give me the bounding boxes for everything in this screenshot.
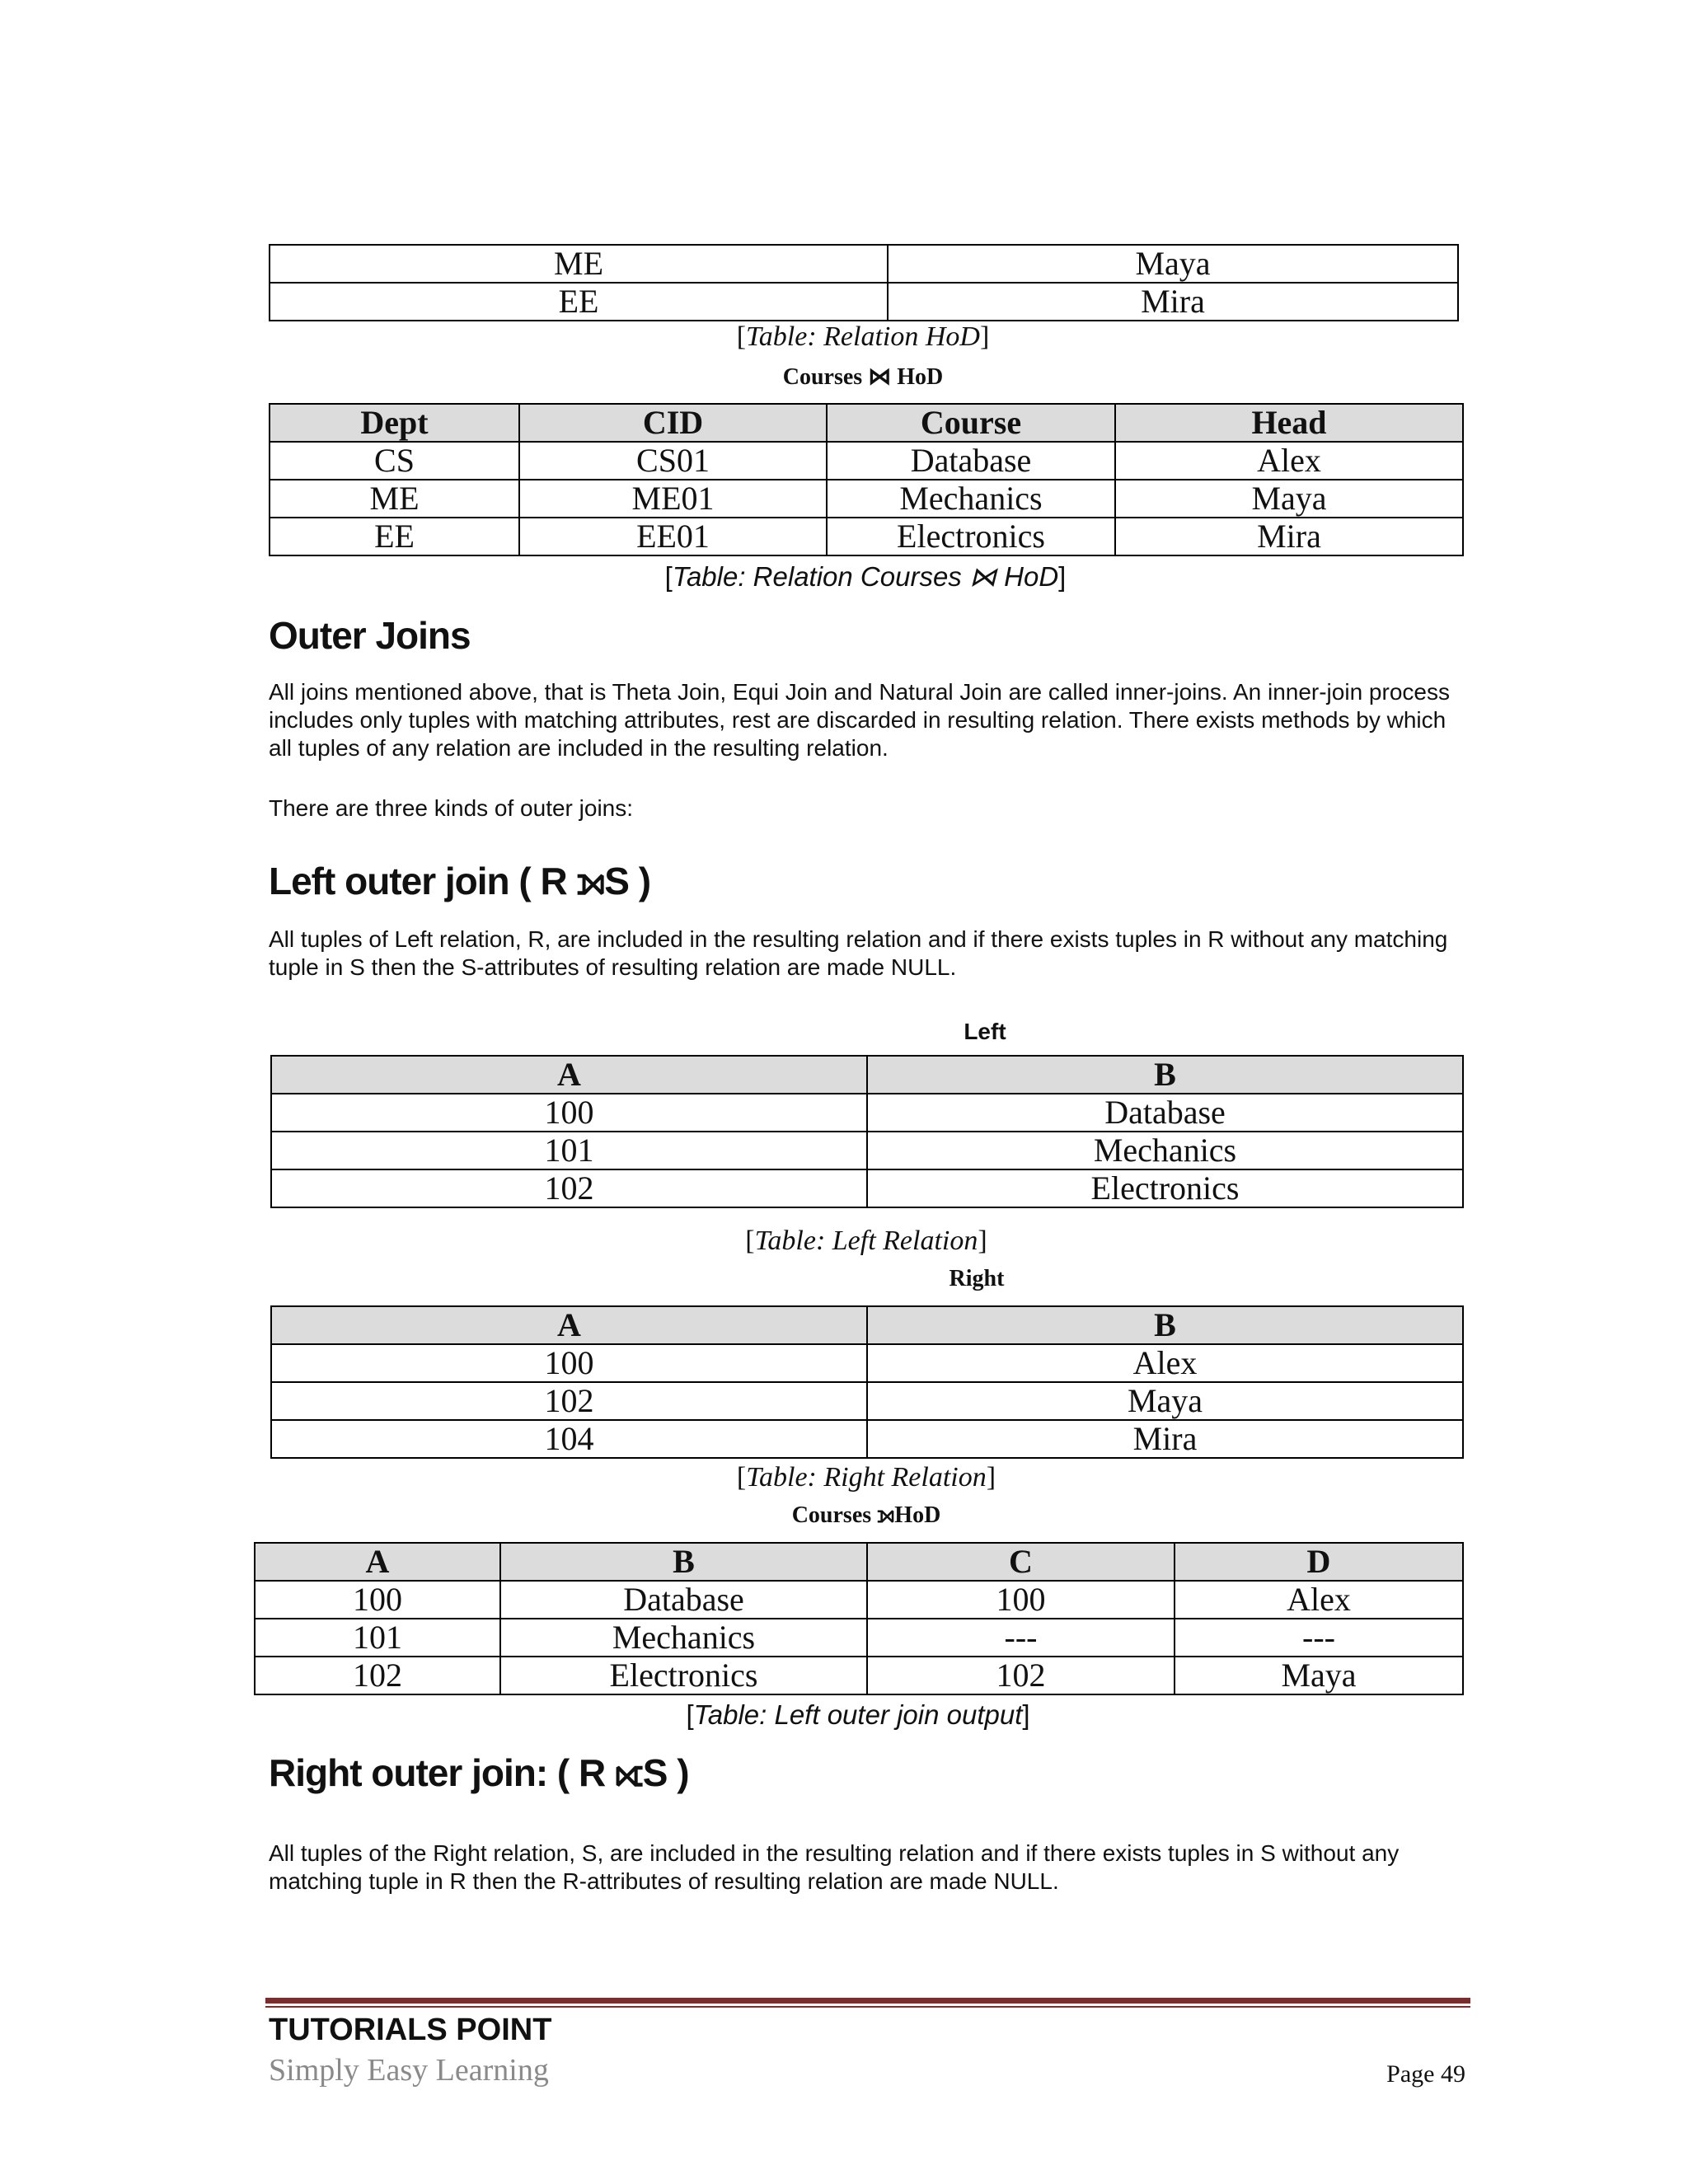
column-header: CID bbox=[519, 404, 827, 442]
table-cell: 101 bbox=[255, 1619, 500, 1657]
table-row bbox=[255, 1657, 1463, 1694]
column-header: B bbox=[500, 1543, 867, 1581]
caption-text: Table: Relation HoD bbox=[746, 321, 980, 352]
outer-joins-paragraph: All joins mentioned above, that is Theta Join, Equi Join and Natural Join are called inner-joins. An inner-join process includes only tuples with matching attributes, rest are discarded in resulting relation. There exists methods by which all tuples of any relation are included in the resulting relation. bbox=[269, 679, 1450, 761]
table-cell: --- bbox=[867, 1619, 1175, 1657]
column-header: D bbox=[1175, 1543, 1463, 1581]
right-table-block bbox=[270, 1305, 1464, 1459]
caption-bracket: [ bbox=[745, 1226, 755, 1256]
table-row bbox=[270, 283, 1458, 321]
table-cell: ME bbox=[270, 245, 888, 283]
outer-joins-kinds: There are three kinds of outer joins: bbox=[269, 795, 634, 821]
table-cell: Alex bbox=[1175, 1581, 1463, 1619]
table-cell: Mira bbox=[888, 283, 1458, 321]
table-cell: ME bbox=[270, 480, 519, 518]
caption-bracket: ] bbox=[1058, 561, 1067, 592]
table-cell: 102 bbox=[271, 1169, 867, 1207]
table-cell: Maya bbox=[888, 245, 1458, 283]
table-cell: Maya bbox=[867, 1382, 1463, 1420]
table-cell: Electronics bbox=[827, 518, 1115, 555]
table-cell: Database bbox=[867, 1094, 1463, 1132]
table-row bbox=[270, 518, 1463, 555]
left-table-block bbox=[270, 1055, 1464, 1208]
table-row bbox=[255, 1581, 1463, 1619]
table-cell: EE bbox=[270, 283, 888, 321]
hod-table-block bbox=[269, 244, 1459, 321]
column-header: B bbox=[867, 1056, 1463, 1094]
left-outer-join-heading: Left outer join ( R ⟕S ) bbox=[269, 860, 651, 902]
table-cell: 104 bbox=[271, 1420, 867, 1458]
table-cell: 102 bbox=[271, 1382, 867, 1420]
table-cell: 102 bbox=[255, 1657, 500, 1694]
table-row bbox=[270, 245, 1458, 283]
table-header-row bbox=[255, 1543, 1463, 1581]
table-cell: Database bbox=[827, 442, 1115, 480]
column-header: B bbox=[867, 1306, 1463, 1344]
table-cell: Maya bbox=[1115, 480, 1463, 518]
table-cell: Mechanics bbox=[867, 1132, 1463, 1169]
table-cell: Alex bbox=[867, 1344, 1463, 1382]
left-table-caption bbox=[270, 1226, 1462, 1257]
table-header-row bbox=[270, 404, 1463, 442]
table-cell: 100 bbox=[271, 1094, 867, 1132]
hod-table bbox=[269, 244, 1459, 321]
table-cell: Mira bbox=[1115, 518, 1463, 555]
table-cell: 100 bbox=[271, 1344, 867, 1382]
footer-tagline: Simply Easy Learning bbox=[269, 2053, 549, 2088]
table-cell: EE01 bbox=[519, 518, 827, 555]
table-cell: CS bbox=[270, 442, 519, 480]
table-row bbox=[271, 1169, 1463, 1207]
caption-bracket: [ bbox=[736, 321, 747, 352]
table-cell: 102 bbox=[867, 1657, 1175, 1694]
footer-brand: TUTORIALS POINT bbox=[269, 2013, 552, 2047]
left-output-table bbox=[254, 1542, 1464, 1695]
table-cell: Mira bbox=[867, 1420, 1463, 1458]
caption-bracket: ] bbox=[978, 1226, 987, 1256]
join-table-block bbox=[269, 403, 1464, 556]
table-cell: Mechanics bbox=[500, 1619, 867, 1657]
table-row bbox=[271, 1344, 1463, 1382]
table-cell: ME01 bbox=[519, 480, 827, 518]
table-cell: CS01 bbox=[519, 442, 827, 480]
table-header-row bbox=[271, 1056, 1463, 1094]
table-header-row bbox=[271, 1306, 1463, 1344]
join-table-caption bbox=[269, 560, 1462, 593]
caption-bracket: [ bbox=[736, 1462, 747, 1493]
table-cell: EE bbox=[270, 518, 519, 555]
hod-table-body bbox=[270, 245, 1458, 321]
caption-bracket: ] bbox=[979, 321, 990, 352]
left-outer-join-paragraph: All tuples of Left relation, R, are included in the resulting relation and if there exists tuples in R without any matching tuple in S then the S-attributes of resulting relation are made NULL. bbox=[269, 926, 1448, 980]
column-header: A bbox=[271, 1306, 867, 1344]
left-output-table-caption bbox=[254, 1699, 1462, 1731]
table-row bbox=[270, 442, 1463, 480]
column-header: Head bbox=[1115, 404, 1463, 442]
left-output-table-label: Courses ⟕HoD bbox=[791, 1502, 941, 1528]
table-cell: 100 bbox=[255, 1581, 500, 1619]
table-row bbox=[271, 1094, 1463, 1132]
column-header: Course bbox=[827, 404, 1115, 442]
join-table bbox=[269, 403, 1464, 556]
hod-table-caption bbox=[269, 321, 1457, 353]
join-table-label: Courses ⋈ HoD bbox=[782, 364, 944, 390]
right-table-label: Right bbox=[949, 1266, 1005, 1291]
right-outer-join-paragraph: All tuples of the Right relation, S, are included in the resulting relation and if there exists tuples in S without any matching tuple in R then the R-attributes of resulting relation are made NULL. bbox=[269, 1840, 1400, 1894]
table-row bbox=[255, 1619, 1463, 1657]
table-cell: Maya bbox=[1175, 1657, 1463, 1694]
caption-bracket: ] bbox=[986, 1462, 996, 1493]
caption-bracket: [ bbox=[686, 1699, 694, 1730]
left-table-label: Left bbox=[964, 1019, 1006, 1044]
footer-divider-thin bbox=[265, 2006, 1470, 2008]
column-header: Dept bbox=[270, 404, 519, 442]
right-outer-join-heading: Right outer join: ( R ⟖S ) bbox=[269, 1751, 689, 1794]
column-header: A bbox=[255, 1543, 500, 1581]
caption-text: Table: Left Relation bbox=[754, 1226, 978, 1256]
table-row bbox=[271, 1132, 1463, 1169]
table-cell: 100 bbox=[867, 1581, 1175, 1619]
table-cell: Mechanics bbox=[827, 480, 1115, 518]
table-cell: Database bbox=[500, 1581, 867, 1619]
caption-text: Table: Relation Courses ⋈ HoD bbox=[672, 561, 1059, 592]
column-header: C bbox=[867, 1543, 1175, 1581]
caption-bracket: [ bbox=[664, 561, 673, 592]
table-cell: Alex bbox=[1115, 442, 1463, 480]
table-row bbox=[271, 1382, 1463, 1420]
table-cell: 101 bbox=[271, 1132, 867, 1169]
footer-divider bbox=[265, 1998, 1470, 2004]
right-table bbox=[270, 1305, 1464, 1459]
right-table-caption bbox=[270, 1462, 1462, 1493]
table-cell: Electronics bbox=[500, 1657, 867, 1694]
caption-bracket: ] bbox=[1022, 1699, 1030, 1730]
caption-text: Table: Left outer join output bbox=[693, 1699, 1023, 1730]
table-cell: Electronics bbox=[867, 1169, 1463, 1207]
left-output-table-block bbox=[254, 1542, 1464, 1695]
caption-text: Table: Right Relation bbox=[746, 1462, 987, 1493]
table-cell: --- bbox=[1175, 1619, 1463, 1657]
left-table bbox=[270, 1055, 1464, 1208]
table-row bbox=[271, 1420, 1463, 1458]
column-header: A bbox=[271, 1056, 867, 1094]
page-number: Page 49 bbox=[1386, 2060, 1465, 2088]
table-row bbox=[270, 480, 1463, 518]
outer-joins-heading: Outer Joins bbox=[269, 614, 471, 657]
